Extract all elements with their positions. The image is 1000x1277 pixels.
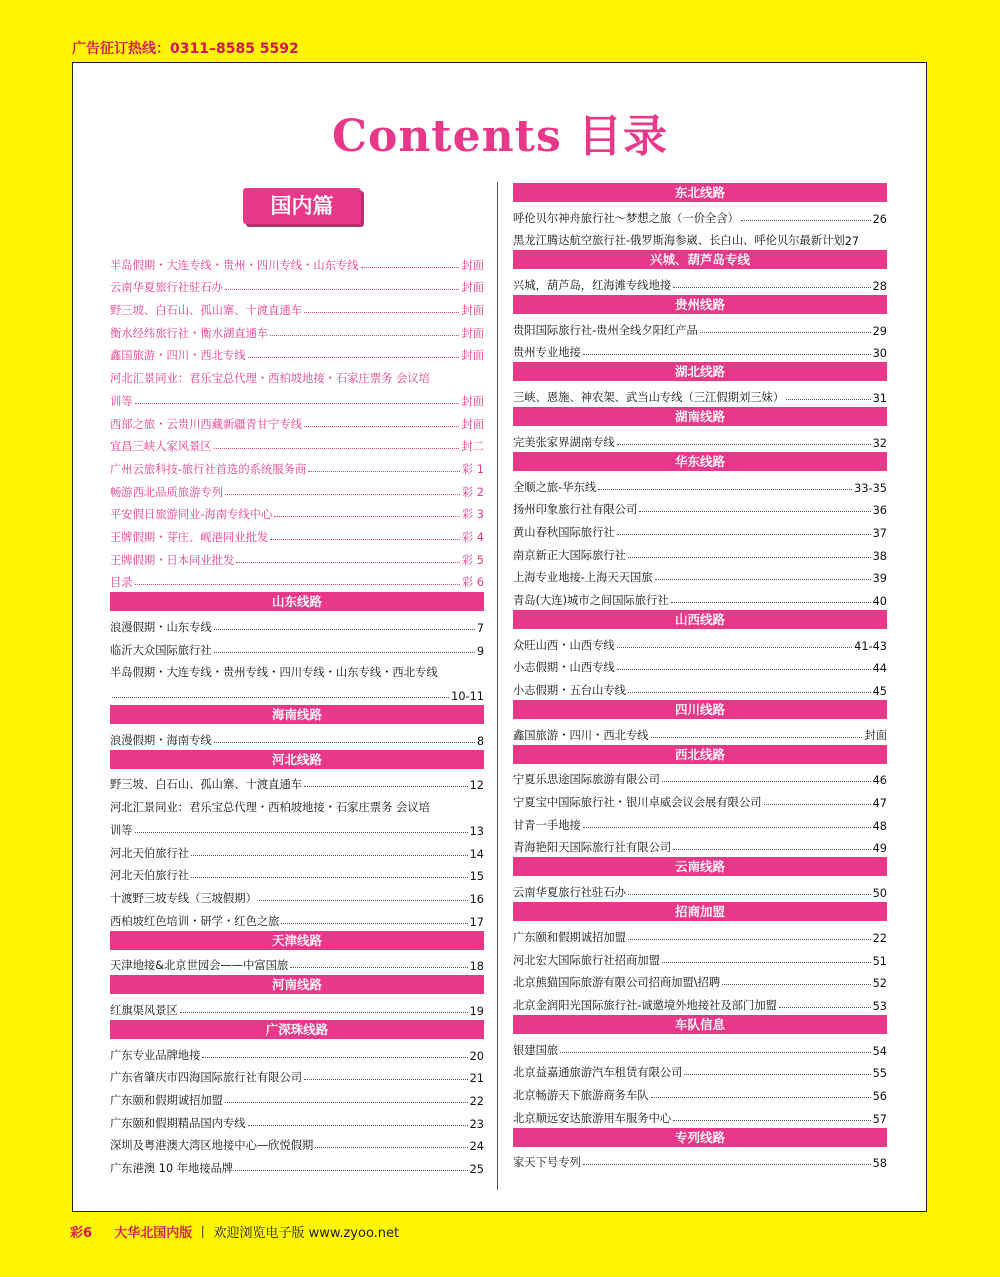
toc-entry-page: 18 [469,960,484,974]
toc-entry[interactable] [513,1080,887,1103]
toc-entry[interactable] [110,273,484,296]
toc-entry-page: 彩 1 [461,462,484,476]
column-divider [497,182,498,1190]
toc-entry[interactable] [110,1153,484,1176]
toc-entry[interactable] [513,315,887,338]
toc-entry-page: 8 [476,734,484,748]
toc-entry[interactable] [513,1035,887,1058]
section-header: 华东线路 [513,452,887,471]
toc-entry-page: 20 [469,1049,484,1063]
dot-leader [202,1057,467,1058]
dot-leader [628,692,871,693]
section-header: 兴城、葫芦岛专线 [513,250,887,269]
toc-entry-title: 王牌假期・芽庄、岘港同业批发 [110,530,269,544]
toc-entry-page: 彩 5 [461,553,484,567]
toc-entry-title: 畅游西北品质旅游专列 [110,485,223,499]
toc-entry[interactable] [513,787,887,810]
toc-entry-page: 22 [469,1095,484,1108]
toc-entry-title: 河北汇景同业：君乐宝总代理・西柏坡地接・石家庄票务 会议培 [110,372,430,386]
toc-entry-page: 封二 [461,440,484,454]
section-header: 山西线路 [513,610,887,629]
toc-entry-page: 17 [469,915,484,929]
toc-entry[interactable] [513,720,887,743]
dot-leader [617,534,871,535]
toc-entry[interactable] [513,427,887,450]
dot-leader [214,629,475,630]
dot-leader [639,511,870,512]
toc-entry-title: 半岛假期・大连专线・贵州・四川专线・山东专线 [110,258,359,272]
toc-entry-title: 王牌假期・日本同业批发 [110,553,235,567]
toc-entry-title: 贵阳国际旅行社-贵州全线夕阳红产品 [513,323,698,337]
toc-entry-title: 浪漫假期・海南专线 [110,733,212,747]
toc-entry-title: 贵州专业地接 [513,346,581,360]
dot-leader [304,312,459,313]
toc-entry-page: 16 [469,892,484,906]
toc-entry[interactable] [513,833,887,856]
toc-entry-page: 39 [872,572,887,586]
toc-entry-page: 14 [469,847,484,861]
toc-entry[interactable] [110,386,484,409]
dot-leader [214,652,475,653]
toc-entry-title: 呼伦贝尔神舟旅行社～梦想之旅（一价全含） [513,211,739,225]
toc-entry[interactable] [110,363,484,386]
toc-entry-title: 云南华夏旅行社驻石办 [513,886,626,900]
toc-entry-title: 浪漫假期・山东专线 [110,621,212,634]
toc-entry-title: 广州云旅科技-旅行社首选的系统服务商 [110,462,307,476]
toc-entry-title: 广东专业品牌地接 [110,1048,201,1062]
toc-entry-title: 临沂大众国际旅行社 [110,643,212,657]
toc-entry-page: 30 [872,347,887,361]
dot-leader [628,894,871,895]
toc-entry-page: 21 [469,1072,484,1086]
toc-entry[interactable] [110,250,484,273]
toc-entry-title: 银建国旅 [513,1043,559,1057]
dot-leader [651,1097,871,1098]
toc-entry-title: 黑龙江腾达航空旅行社-俄罗斯海参崴、长白山、呼伦贝尔最新计划 [513,234,845,248]
dot-leader [281,923,467,924]
toc-entry-page: 47 [872,797,887,811]
dot-leader [617,669,871,670]
toc-entry-title: 目录 [110,576,133,590]
toc-entry-title: 宁夏乐思途国际旅游有限公司 [513,773,660,787]
toc-entry-page: 55 [872,1067,887,1081]
toc-entry[interactable] [110,792,484,815]
toc-entry[interactable] [513,877,887,900]
toc-entry[interactable] [110,545,484,568]
toc-entry[interactable] [513,226,887,249]
toc-entry[interactable] [110,1085,484,1108]
toc-entry-page: 41-43 [854,639,887,653]
toc-entry-title: 鑫国旅游・四川・西北专线 [110,349,246,363]
toc-entry-title: 北京益嘉通旅游汽车租赁有限公司 [513,1066,683,1080]
dot-leader [259,900,468,901]
toc-entry-title: 鑫国旅游・四川・西北专线 [513,728,649,742]
dot-leader [700,332,871,333]
dot-leader [135,832,468,833]
dot-leader [560,1052,870,1053]
toc-entry[interactable] [110,680,484,703]
toc-entry[interactable] [513,630,887,653]
toc-entry-page: 58 [872,1157,887,1171]
toc-entry-title: 上海专业地接-上海天天国旅 [513,571,653,585]
toc-entry[interactable] [513,203,887,226]
dot-leader [673,1120,870,1121]
toc-entry[interactable] [513,585,887,608]
toc-entry[interactable] [513,810,887,833]
section-header: 河北线路 [110,750,484,769]
dot-leader [225,494,460,495]
toc-entry[interactable] [110,995,484,1018]
toc-entry-title: 平安假日旅游同业-海南专线中心 [110,508,273,522]
section-header: 专列线路 [513,1128,887,1147]
toc-entry[interactable] [110,409,484,432]
toc-entry-title: 扬州印象旅行社有限公司 [513,503,638,517]
toc-entry-page: 25 [469,1163,484,1177]
toc-entry-page: 53 [872,999,887,1013]
toc-entry-title: 北京熊猫国际旅游有限公司招商加盟\招聘 [513,976,721,990]
section-header: 西北线路 [513,745,887,764]
toc-entry-page: 45 [872,685,887,698]
dot-leader [583,354,871,355]
toc-entry[interactable] [513,338,887,361]
toc-entry-title: 青海艳阳天国际旅行社有限公司 [513,841,672,855]
toc-entry-page: 57 [872,1112,887,1126]
dot-leader [112,697,449,698]
dot-leader [673,287,870,288]
dot-leader [662,962,871,963]
toc-entry[interactable] [110,635,484,658]
toc-entry-page: 38 [872,549,887,563]
dot-leader [722,984,870,985]
toc-entry[interactable] [110,838,484,861]
right-column [513,181,887,1170]
toc-entry-title: 宜昌三峡人家风景区 [110,440,212,454]
toc-entry-title: 北京顺远安达旅游用车服务中心 [513,1111,672,1125]
toc-entry-title: 河北汇景同业：君乐宝总代理・西柏坡地接・石家庄票务 会议培 [110,801,430,815]
dot-leader [274,516,460,517]
toc-entry[interactable] [513,968,887,991]
toc-entry-title: 训等 [110,823,133,837]
toc-entry-page: 33-35 [854,481,887,495]
dot-leader [304,1079,468,1080]
toc-entry-page: 封面 [461,349,484,363]
dot-leader [248,357,460,358]
dot-leader [225,289,459,290]
toc-entry-page: 29 [872,324,887,338]
footer-website[interactable]: 欢迎浏览电子版 www.zyoo.net [213,1226,400,1241]
page-title: Contents 目录 [331,111,669,162]
toc-entry-title: 河北天伯旅行社 [110,869,190,883]
toc-entry-page: 7 [476,622,484,635]
toc-entry-title: 野三坡、白石山、孤山寨、十渡直通车 [110,778,303,792]
dot-leader [583,827,871,828]
toc-entry-title: 训等 [110,394,133,408]
dot-leader [617,444,871,445]
toc-entry-title: 十渡野三坡专线（三坡假期） [110,891,257,905]
toc-entry[interactable] [110,1063,484,1086]
toc-entry-page: 31 [872,392,887,406]
toc-entry-page: 54 [872,1044,887,1058]
dot-leader [308,471,460,472]
section-header: 湖北线路 [513,362,887,381]
footer-edition: 大华北国内版 [114,1226,193,1241]
toc-entry-page: 23 [469,1117,484,1131]
dot-leader [248,1125,468,1126]
footer-page-number: 彩6 [70,1226,93,1241]
toc-entry[interactable] [110,318,484,341]
dot-leader [583,1164,871,1165]
footer [70,1222,399,1241]
toc-entry[interactable] [110,815,484,838]
dot-leader [671,602,871,603]
dot-leader [655,579,871,580]
section-header: 河南线路 [110,975,484,994]
toc-entry[interactable] [110,951,484,974]
toc-entry-page: 9 [476,644,484,658]
toc-entry-page: 40 [872,594,887,608]
dot-leader [270,335,459,336]
toc-entry[interactable] [110,1131,484,1154]
toc-entry[interactable] [110,883,484,906]
section-header: 湖南线路 [513,407,887,426]
toc-entry-page: 46 [872,774,887,788]
dot-leader [290,967,467,968]
dot-leader [786,399,870,400]
section-header: 贵州线路 [513,295,887,314]
dot-leader [191,855,468,856]
toc-entry-page: 52 [872,977,887,991]
toc-entry[interactable] [110,658,484,681]
toc-entry-title: 家天下号专列 [513,1156,581,1170]
section-header: 四川线路 [513,700,887,719]
toc-entry[interactable] [513,765,887,788]
toc-entry-page: 彩 3 [461,508,484,522]
toc-entry-page: 36 [872,504,887,518]
toc-entry[interactable] [110,522,484,545]
toc-entry-title: 衡水经纬旅行社・衡水湖直通车 [110,326,269,340]
toc-entry-page: 12 [469,779,484,793]
toc-entry-title: 河北天伯旅行社 [110,846,190,860]
toc-entry-page: 15 [469,870,484,884]
toc-entry[interactable] [513,1103,887,1126]
toc-entry-page: 44 [872,662,887,676]
toc-entry-title: 半岛假期・大连专线・贵州专线・四川专线・山东专线・西北专线 [110,666,438,680]
dot-leader [304,426,459,427]
toc-entry-title: 西柏坡红色培训・研学・红色之旅 [110,914,280,928]
dot-leader [598,489,852,490]
toc-entry-page: 封面 [864,728,887,742]
dot-leader [617,647,852,648]
toc-entry[interactable] [110,341,484,364]
toc-entry-page: 封面 [461,281,484,295]
toc-entry[interactable] [110,861,484,884]
toc-entry-title: 完美张家界湖南专线 [513,435,615,449]
toc-entry[interactable] [110,1108,484,1131]
section-header: 海南线路 [110,705,484,724]
toc-entry-page: 51 [872,954,887,968]
toc-entry-title: 全顺之旅-华东线 [513,480,597,494]
toc-entry-title: 众旺山西・山西专线 [513,638,615,652]
dot-leader [361,267,460,268]
toc-entry-page: 封面 [461,417,484,431]
domestic-badge: 国内篇 [243,188,361,224]
dot-leader [135,403,460,404]
toc-entry-title: 小志假期・五台山专线 [513,684,626,697]
dot-leader [741,220,871,221]
toc-entry-page: 封面 [461,304,484,318]
toc-entry[interactable] [513,1058,887,1081]
dot-leader [225,1102,468,1103]
section-header: 天津线路 [110,931,484,950]
toc-entry-page: 24 [469,1140,484,1154]
toc-entry[interactable] [110,725,484,748]
section-header: 云南线路 [513,857,887,876]
dot-leader [214,742,475,743]
toc-entry-page: 13 [469,824,484,838]
toc-entry-title: 小志假期・山西专线 [513,661,615,675]
toc-entry[interactable] [513,382,887,405]
toc-entry-title: 天津地接&北京世园会——中富国旅 [110,959,289,973]
section-header: 东北线路 [513,183,887,202]
toc-entry-title: 广东港澳 10 年地接品牌 [110,1162,234,1176]
toc-entry-title: 野三坡、白石山、孤山寨、十渡直通车 [110,304,303,318]
dot-leader [779,1007,871,1008]
section-header: 山东线路 [110,592,484,611]
toc-entry-title: 三峡、恩施、神农架、武当山专线（三江假期刘三妹） [513,391,785,405]
toc-entry[interactable] [513,517,887,540]
section-header: 广深珠线路 [110,1020,484,1039]
toc-entry[interactable] [110,770,484,793]
dot-leader [180,1012,468,1013]
dot-leader [651,737,863,738]
left-column [110,250,484,1176]
toc-entry-title: 北京金润阳光国际旅行社-诚邀境外地接社及部门加盟 [513,998,777,1012]
toc-entry-page: 19 [469,1004,484,1018]
toc-entry-page: 28 [872,280,887,294]
toc-entry-title: 甘青一手地接 [513,818,581,832]
toc-entry-title: 南京新正大国际旅行社 [513,548,626,562]
toc-entry[interactable] [513,945,887,968]
toc-entry-title: 兴城，葫芦岛，红海滩专线地接 [513,279,672,293]
toc-entry[interactable] [513,990,887,1013]
toc-entry-title: 黄山春秋国际旅行社 [513,525,615,539]
toc-entry-title: 北京畅游天下旅游商务车队 [513,1088,649,1102]
section-header: 车队信息 [513,1015,887,1034]
toc-entry-page: 50 [872,887,887,901]
toc-entry-title: 青岛(大连)城市之间国际旅行社 [513,593,669,607]
toc-entry-page: 37 [872,526,887,540]
toc-entry-page: 彩 2 [461,485,484,499]
toc-entry-page: 封面 [461,326,484,340]
toc-entry[interactable] [110,906,484,929]
toc-entry-page: 49 [872,842,887,856]
dot-leader [628,557,871,558]
dot-leader [214,448,460,449]
toc-entry[interactable] [110,477,484,500]
dot-leader [304,786,468,787]
toc-entry[interactable] [513,495,887,518]
dot-leader [235,1170,467,1171]
toc-entry-page: 彩 4 [461,530,484,544]
footer-separator: 丨 [196,1226,210,1241]
toc-entry-title: 河北宏大国际旅行社招商加盟 [513,953,660,967]
toc-entry-page: 10-11 [451,690,484,704]
toc-entry[interactable] [110,612,484,635]
ad-hotline: 广告征订热线：0311–8585 5592 [72,41,299,57]
toc-entry[interactable] [110,500,484,523]
toc-entry-page: 封面 [461,394,484,408]
toc-entry-page: 26 [872,212,887,226]
toc-entry-title: 云南华夏旅行社驻石办 [110,281,223,295]
toc-entry-page: 22 [872,931,887,945]
toc-entry-page: 32 [872,436,887,450]
toc-entry-title: 西部之旅・云贵川西藏新疆青甘宁专线 [110,417,303,431]
toc-entry-page: 27 [844,235,860,249]
toc-entry[interactable] [110,432,484,455]
toc-entry[interactable] [513,1148,887,1171]
toc-entry[interactable] [513,472,887,495]
toc-entry[interactable] [110,1040,484,1063]
dot-leader [191,877,468,878]
dot-leader [270,539,460,540]
toc-entry[interactable] [110,568,484,591]
dot-leader [236,562,460,563]
toc-entry[interactable] [513,270,887,293]
toc-entry[interactable] [110,454,484,477]
toc-entry-title: 广东颐和假期诚招加盟 [513,930,626,944]
toc-entry-page: 彩 6 [461,576,484,590]
toc-entry-title: 宁夏宝中国际旅行社・银川卓威会议会展有限公司 [513,796,762,810]
toc-entry-page: 56 [872,1089,887,1103]
toc-entry[interactable] [513,922,887,945]
toc-entry-title: 广东颐和假期精品国内专线 [110,1116,246,1130]
toc-entry-page: 封面 [461,258,484,272]
dot-leader [673,849,870,850]
dot-leader [315,1147,467,1148]
toc-entry[interactable] [513,675,887,698]
dot-leader [628,939,871,940]
toc-entry-page: 48 [872,819,887,833]
toc-entry[interactable] [513,563,887,586]
toc-entry[interactable] [110,295,484,318]
dot-leader [662,781,871,782]
toc-entry[interactable] [513,540,887,563]
toc-entry[interactable] [513,653,887,676]
toc-entry-title: 深圳及粤港澳大湾区地接中心—欣悦假期 [110,1139,314,1153]
toc-entry-title: 红旗渠风景区 [110,1003,178,1017]
dot-leader [135,584,460,585]
dot-leader [684,1074,870,1075]
toc-entry-title: 广东颐和假期诚招加盟 [110,1094,223,1107]
dot-leader [764,804,871,805]
toc-entry-title: 广东省肇庆市四海国际旅行社有限公司 [110,1071,303,1085]
section-header: 招商加盟 [513,902,887,921]
